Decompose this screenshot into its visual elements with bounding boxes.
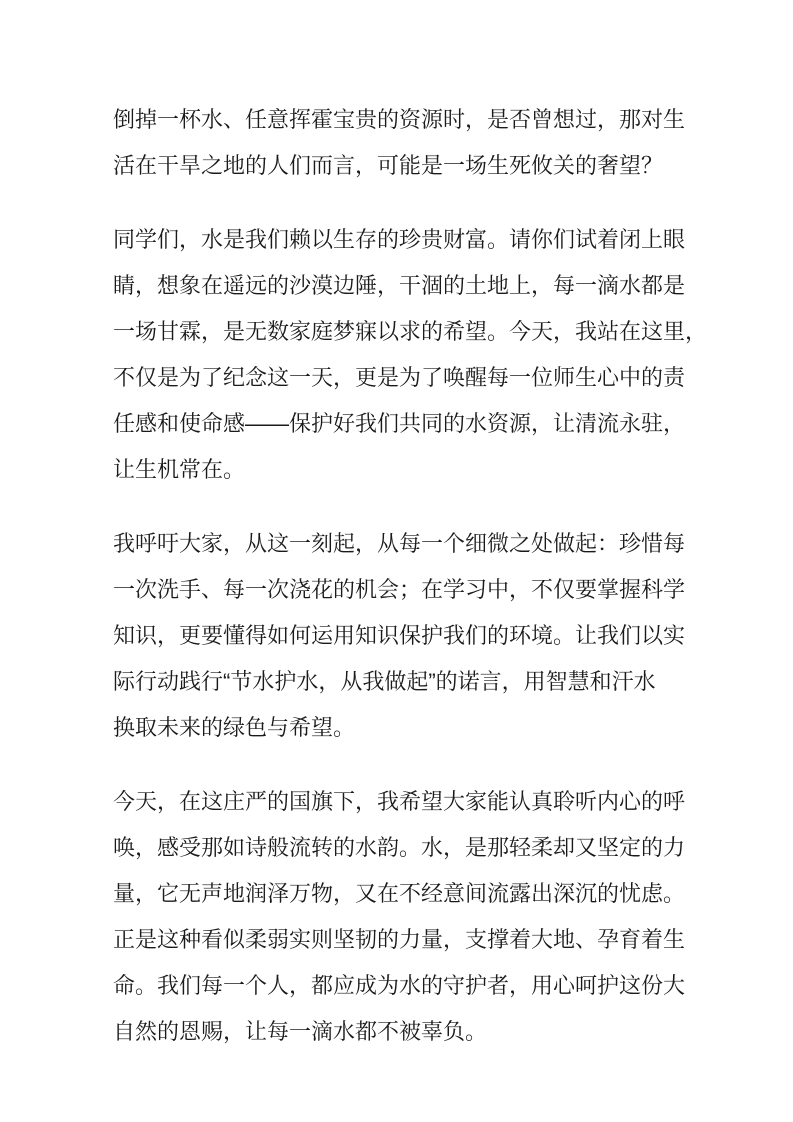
text-line: 量，它无声地润泽万物，又在不经意间流露出深沉的忧虑。 bbox=[113, 881, 686, 906]
text-line: 睛，想象在遥远的沙漠边陲，干涸的土地上，每一滴水都是 bbox=[113, 273, 686, 298]
paragraph bbox=[113, 521, 686, 751]
document-body bbox=[113, 97, 708, 1055]
text-line: 知识，更要懂得如何运用知识保护我们的环境。让我们以实 bbox=[113, 623, 686, 648]
text-line: 换取未来的绿色与希望。 bbox=[113, 715, 356, 740]
paragraph bbox=[113, 217, 708, 493]
text-line: 际行动践行“节水护水，从我做起”的诺言，用智慧和汗水 bbox=[113, 669, 656, 694]
text-line: 让生机常在。 bbox=[113, 457, 246, 482]
text-line: 一次洗手、每一次浇花的机会；在学习中，不仅要掌握科学 bbox=[113, 577, 686, 602]
text-line: 同学们，水是我们赖以生存的珍贵财富。请你们试着闭上眼 bbox=[113, 227, 686, 252]
text-line: 自然的恩赐，让每一滴水都不被辜负。 bbox=[113, 1019, 488, 1044]
text-line: 我呼吁大家，从这一刻起，从每一个细微之处做起：珍惜每 bbox=[113, 531, 686, 556]
text-line: 倒掉一杯水、任意挥霍宝贵的资源时，是否曾想过，那对生 bbox=[113, 107, 686, 132]
text-line: 今天，在这庄严的国旗下，我希望大家能认真聆听内心的呼 bbox=[113, 789, 686, 814]
text-line: 正是这种看似柔弱实则坚韧的力量，支撑着大地、孕育着生 bbox=[113, 927, 686, 952]
text-line: 唤，感受那如诗般流转的水韵。水，是那轻柔却又坚定的力 bbox=[113, 835, 686, 860]
paragraph bbox=[113, 779, 686, 1055]
text-line: 命。我们每一个人，都应成为水的守护者，用心呵护这份大 bbox=[113, 973, 686, 998]
text-line: 任感和使命感——保护好我们共同的水资源，让清流永驻， bbox=[113, 411, 686, 436]
paragraph bbox=[113, 97, 686, 189]
text-line: 一场甘霖，是无数家庭梦寐以求的希望。今天，我站在这里， bbox=[113, 319, 708, 344]
text-line: 活在干旱之地的人们而言，可能是一场生死攸关的奢望？ bbox=[113, 153, 664, 178]
text-line: 不仅是为了纪念这一天，更是为了唤醒每一位师生心中的责 bbox=[113, 365, 686, 390]
